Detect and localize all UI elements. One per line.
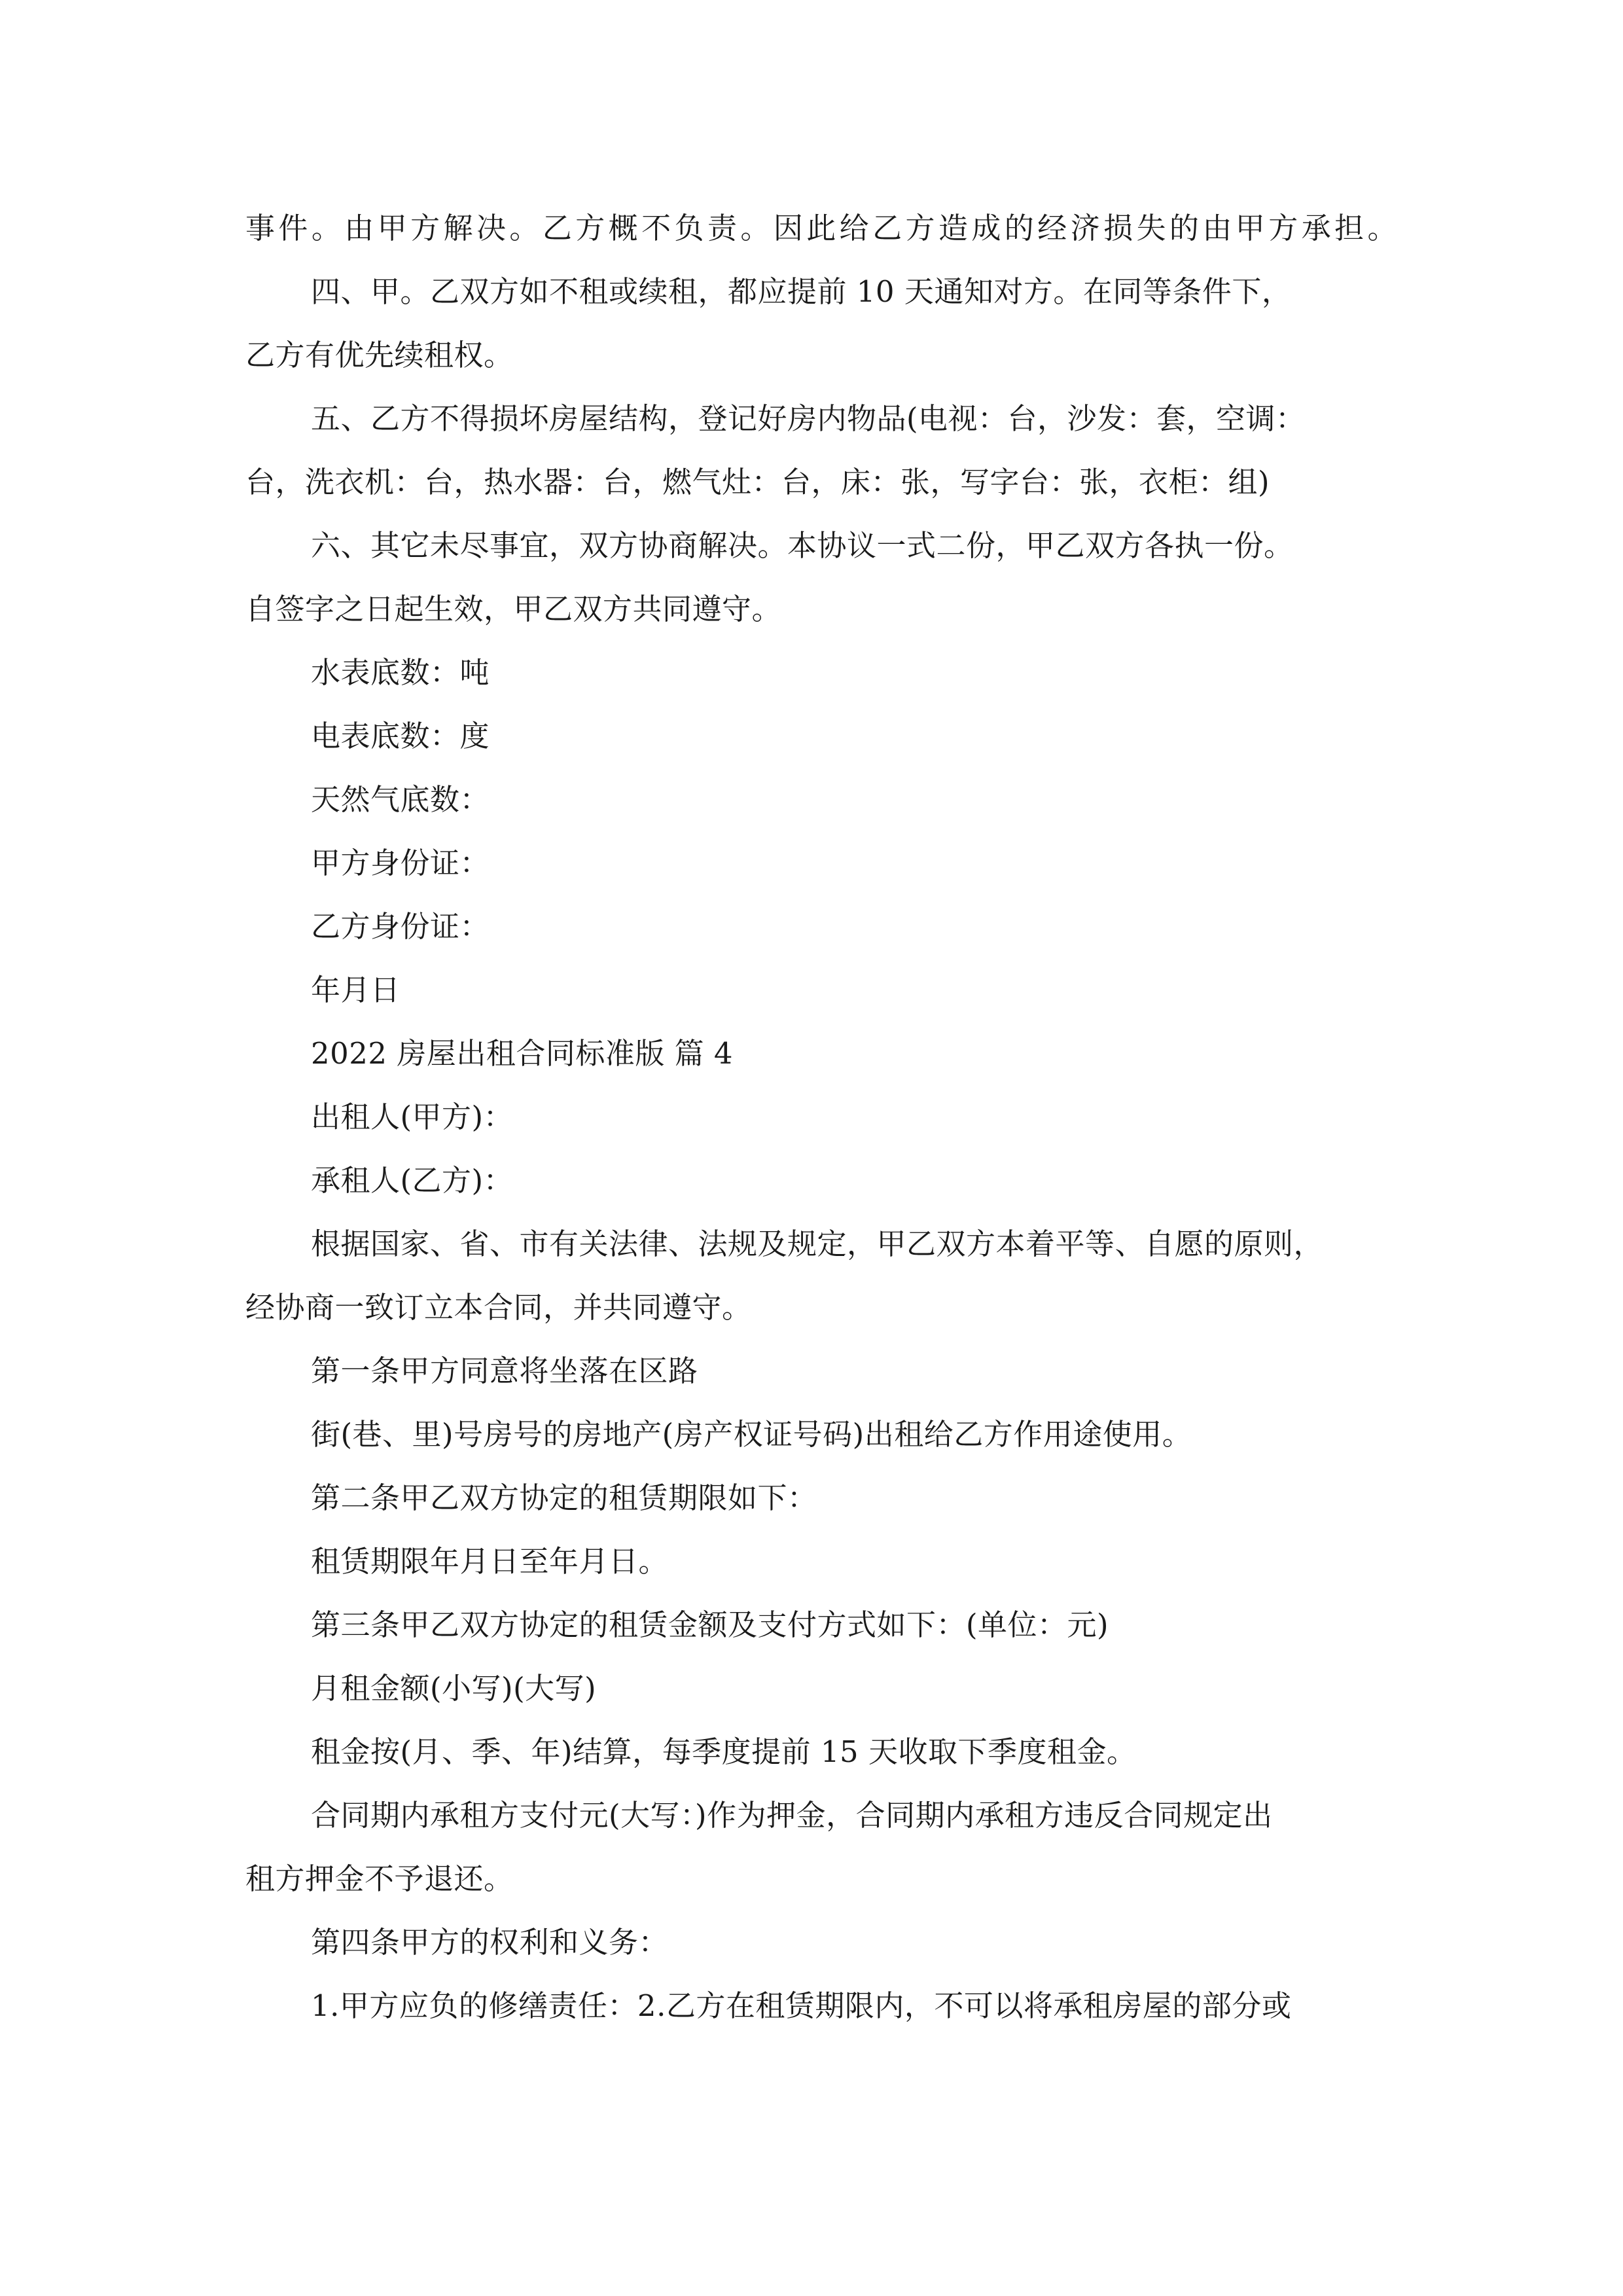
paragraph-line: 合同期内承租方支付元(大写：)作为押金，合同期内承租方违反合同规定出: [311, 1798, 1273, 1833]
paragraph-line: 租赁期限年月日至年月日。: [311, 1544, 669, 1579]
paragraph-line: 租金按(月、季、年)结算，每季度提前 15 天收取下季度租金。: [311, 1734, 1137, 1769]
paragraph-line: 自签字之日起生效，甲乙双方共同遵守。: [245, 592, 782, 626]
field-line-electric-meter: 电表底数：度: [311, 719, 490, 753]
field-line-lessee: 承租人(乙方)：: [311, 1163, 514, 1198]
document-body: [245, 196, 1397, 2037]
field-line-lessor: 出租人(甲方)：: [311, 1100, 514, 1134]
paragraph-line: 五、乙方不得损坏房屋结构，登记好房内物品(电视：台，沙发：套，空调：: [311, 401, 1306, 436]
article-line: 第一条甲方同意将坐落在区路: [311, 1354, 698, 1388]
paragraph-line: 街(巷、里)号房号的房地产(房产权证号码)出租给乙方作用途使用。: [311, 1417, 1192, 1452]
paragraph-line: 经协商一致订立本合同，并共同遵守。: [245, 1290, 752, 1325]
field-line-date: 年月日: [311, 973, 401, 1007]
section-heading: 2022 房屋出租合同标准版 篇 4: [311, 1036, 734, 1071]
field-line-gas-meter: 天然气底数：: [311, 782, 490, 817]
article-line: 第四条甲方的权利和义务：: [311, 1925, 669, 1960]
paragraph-line: 租方押金不予退还。: [245, 1861, 514, 1896]
paragraph-line: 四、甲。乙双方如不租或续租，都应提前 10 天通知对方。在同等条件下，: [311, 274, 1292, 309]
paragraph-line: 1.甲方应负的修缮责任：2.乙方在租赁期限内，不可以将承租房屋的部分或: [311, 1988, 1292, 2023]
paragraph-line: 六、其它未尽事宜，双方协商解决。本协议一式二份，甲乙双方各执一份。: [311, 528, 1294, 563]
paragraph-line: 乙方有优先续租权。: [245, 338, 514, 372]
field-line-party-a-id: 甲方身份证：: [311, 846, 490, 880]
article-line: 第三条甲乙双方协定的租赁金额及支付方式如下：(单位：元): [311, 1607, 1109, 1642]
article-line: 第二条甲乙双方协定的租赁期限如下：: [311, 1480, 817, 1515]
paragraph-line: 根据国家、省、市有关法律、法规及规定，甲乙双方本着平等、自愿的原则，: [311, 1227, 1324, 1261]
paragraph-line: 事件。由甲方解决。乙方概不负责。因此给乙方造成的经济损失的由甲方承担。: [245, 211, 1397, 245]
paragraph-line: 台，洗衣机：台，热水器：台，燃气灶：台，床：张，写字台：张，衣柜：组): [245, 465, 1270, 499]
field-line-water-meter: 水表底数：吨: [311, 655, 490, 690]
paragraph-line: 月租金额(小写)(大写): [311, 1671, 597, 1706]
field-line-party-b-id: 乙方身份证：: [311, 909, 490, 944]
